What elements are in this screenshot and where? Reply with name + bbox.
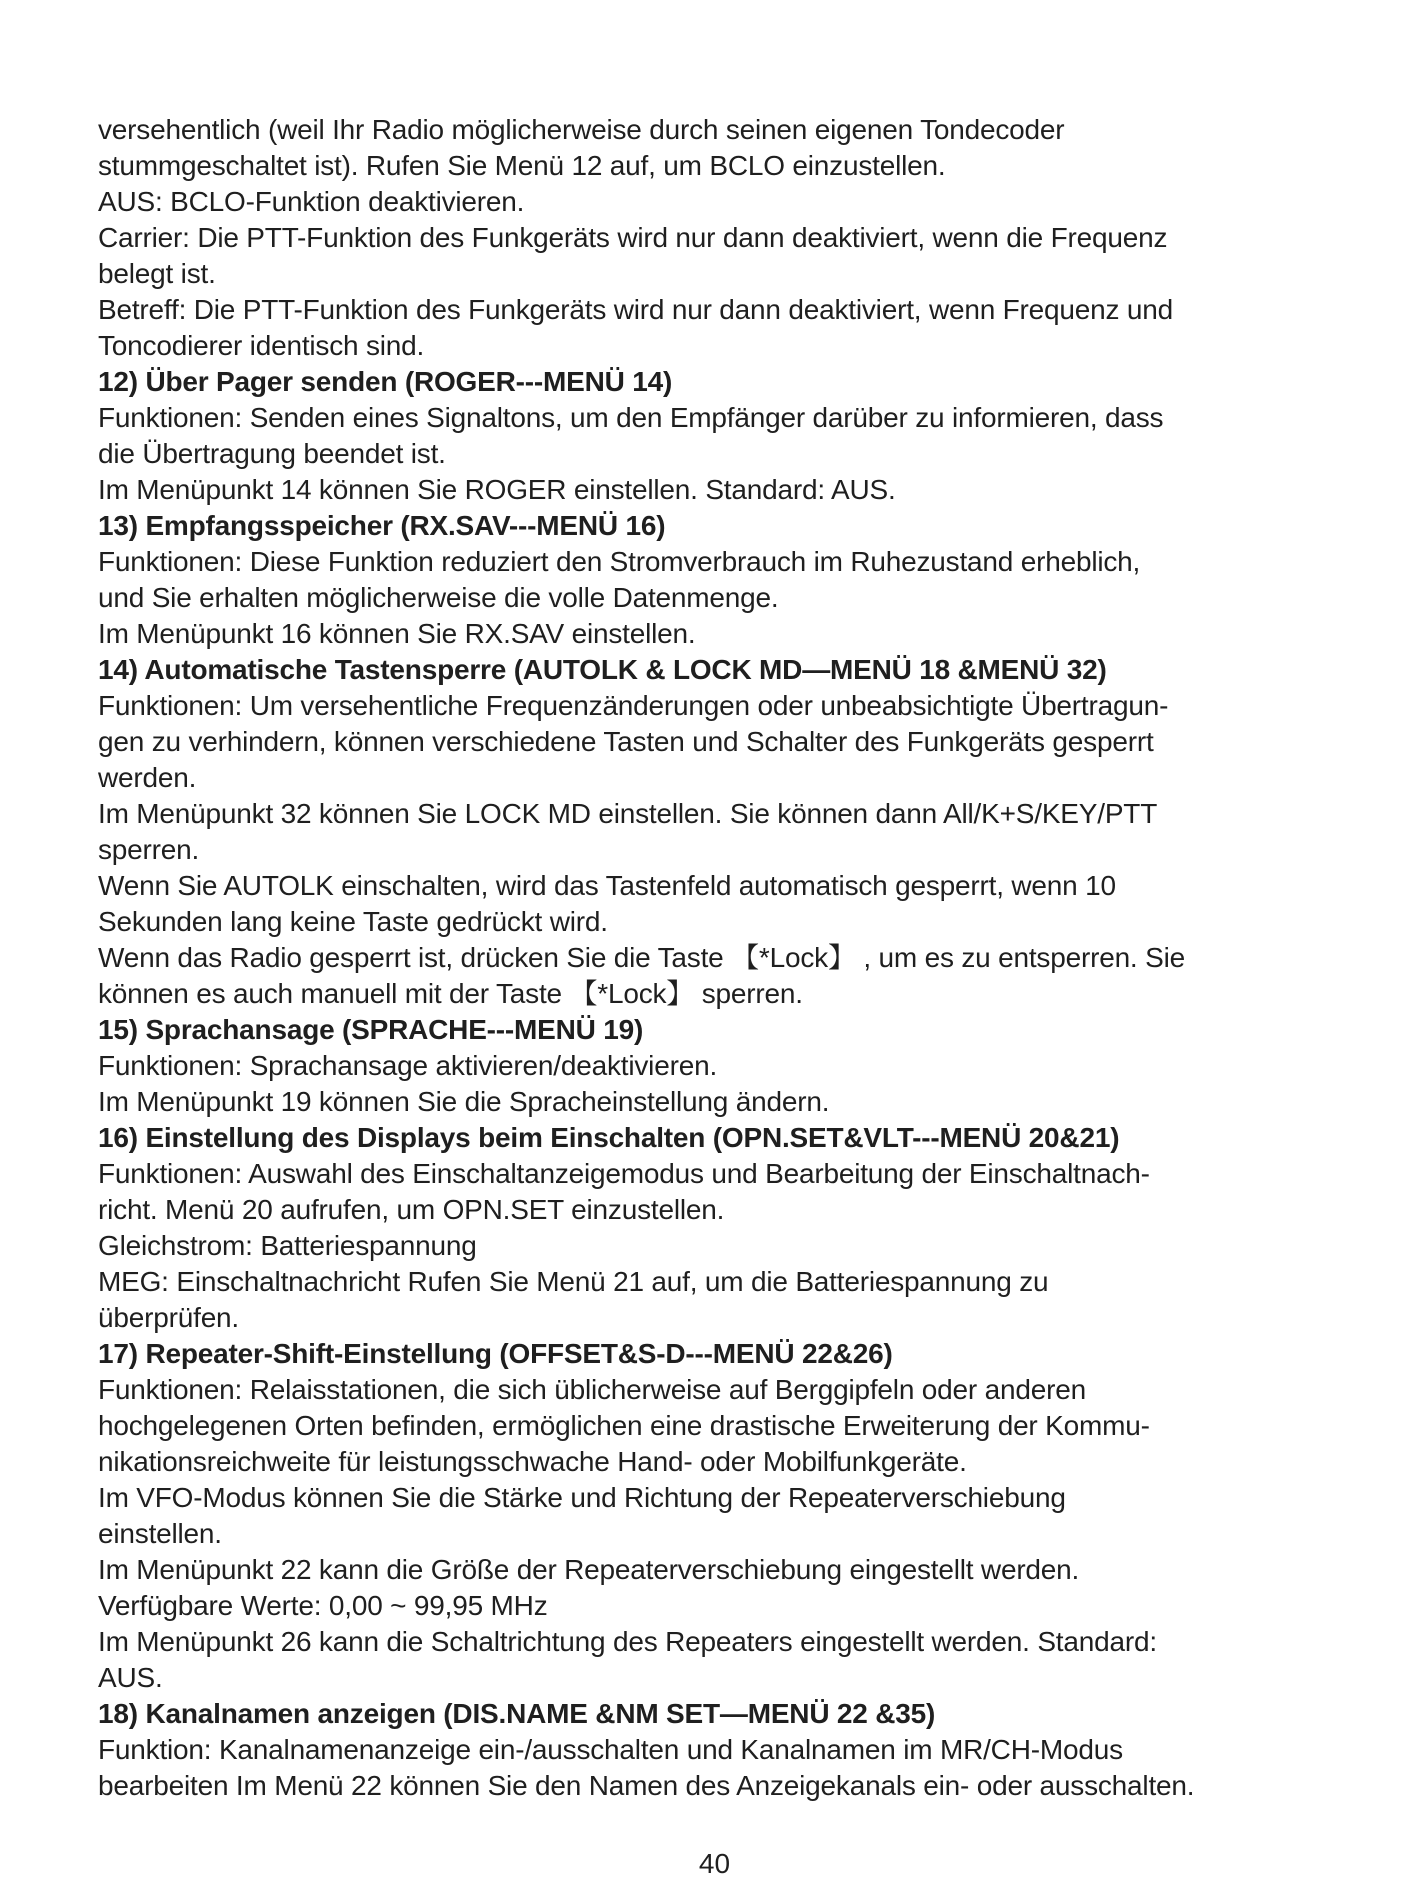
body-text-line: Im Menüpunkt 32 können Sie LOCK MD einstellen. Sie können dann All/K+S/KEY/PTT [98,798,1158,829]
section-heading: 12) Über Pager senden (ROGER---MENÜ 14) [98,366,673,397]
page-number: 40 [698,1848,731,1879]
body-text-line: hochgelegenen Orten befinden, ermöglichen eine drastische Erweiterung der Kommu- [98,1410,1150,1441]
body-text-line: AUS. [98,1662,163,1693]
body-text-line: Im Menüpunkt 26 kann die Schaltrichtung des Repeaters eingestellt werden. Standard: [98,1626,1157,1657]
body-text-line: bearbeiten Im Menü 22 können Sie den Namen des Anzeigekanals ein- oder ausschalten. [98,1770,1195,1801]
section-heading: 15) Sprachansage (SPRACHE---MENÜ 19) [98,1014,644,1045]
body-text-line: nikationsreichweite für leistungsschwache Hand- oder Mobilfunkgeräte. [98,1446,967,1477]
body-text-line: Im Menüpunkt 16 können Sie RX.SAV einstellen. [98,618,696,649]
body-text-line: Im Menüpunkt 22 kann die Größe der Repeaterverschiebung eingestellt werden. [98,1554,1080,1585]
body-text-line: die Übertragung beendet ist. [98,438,446,469]
body-text-line: Funktionen: Um versehentliche Frequenzänderungen oder unbeabsichtigte Übertragun- [98,690,1169,721]
section-heading: 16) Einstellung des Displays beim Einschalten (OPN.SET&VLT---MENÜ 20&21) [98,1122,1120,1153]
body-text-line: Toncodierer identisch sind. [98,330,425,361]
body-text-line: werden. [98,762,197,793]
body-text-line: einstellen. [98,1518,222,1549]
section-heading: 14) Automatische Tastensperre (AUTOLK & LOCK MD—MENÜ 18 &MENÜ 32) [98,654,1107,685]
body-text-line: Funktionen: Diese Funktion reduziert den Stromverbrauch im Ruhezustand erheblich, [98,546,1141,577]
body-text-line: richt. Menü 20 aufrufen, um OPN.SET einzustellen. [98,1194,725,1225]
body-text-line: Wenn Sie AUTOLK einschalten, wird das Tastenfeld automatisch gesperrt, wenn 10 [98,870,1116,901]
body-text-line: Im VFO-Modus können Sie die Stärke und Richtung der Repeaterverschiebung [98,1482,1066,1513]
body-text-line: Funktionen: Auswahl des Einschaltanzeigemodus und Bearbeitung der Einschaltnach- [98,1158,1150,1189]
document-body [98,112,1331,1804]
body-text-line: MEG: Einschaltnachricht Rufen Sie Menü 21 auf, um die Batteriespannung zu [98,1266,1049,1297]
body-text-line: Betreff: Die PTT-Funktion des Funkgeräts wird nur dann deaktiviert, wenn Frequenz und [98,294,1174,325]
body-text-line: versehentlich (weil Ihr Radio möglicherweise durch seinen eigenen Tondecoder [98,114,1065,145]
section-heading: 13) Empfangsspeicher (RX.SAV---MENÜ 16) [98,510,666,541]
body-text-line: Wenn das Radio gesperrt ist, drücken Sie die Taste 【*Lock】 , um es zu entsperren. Sie [98,942,1185,973]
body-text-line: sperren. [98,834,200,865]
body-text-line: belegt ist. [98,258,216,289]
body-text-line: überprüfen. [98,1302,240,1333]
body-text-line: und Sie erhalten möglicherweise die volle Datenmenge. [98,582,779,613]
body-text-line: Verfügbare Werte: 0,00 ~ 99,95 MHz [98,1590,548,1621]
body-text-line: Funktionen: Relaisstationen, die sich üblicherweise auf Berggipfeln oder anderen [98,1374,1086,1405]
body-text-line: Sekunden lang keine Taste gedrückt wird. [98,906,608,937]
body-text-line: Carrier: Die PTT-Funktion des Funkgeräts wird nur dann deaktiviert, wenn die Frequenz [98,222,1168,253]
body-text-line: AUS: BCLO-Funktion deaktivieren. [98,186,525,217]
body-text-line: Im Menüpunkt 14 können Sie ROGER einstellen. Standard: AUS. [98,474,896,505]
body-text-line: Im Menüpunkt 19 können Sie die Spracheinstellung ändern. [98,1086,830,1117]
body-text-line: Funktion: Kanalnamenanzeige ein-/ausschalten und Kanalnamen im MR/CH-Modus [98,1734,1123,1765]
body-text-line: Funktionen: Senden eines Signaltons, um den Empfänger darüber zu informieren, dass [98,402,1164,433]
body-text-line: stummgeschaltet ist). Rufen Sie Menü 12 auf, um BCLO einzustellen. [98,150,946,181]
body-text-line: Gleichstrom: Batteriespannung [98,1230,477,1261]
body-text-line: können es auch manuell mit der Taste 【*Lock】 sperren. [98,978,803,1009]
body-text-line: gen zu verhindern, können verschiedene Tasten und Schalter des Funkgeräts gesperrt [98,726,1154,757]
body-text-line: Funktionen: Sprachansage aktivieren/deaktivieren. [98,1050,718,1081]
section-heading: 18) Kanalnamen anzeigen (DIS.NAME &NM SET—MENÜ 22 &35) [98,1698,936,1729]
section-heading: 17) Repeater-Shift-Einstellung (OFFSET&S-D---MENÜ 22&26) [98,1338,893,1369]
